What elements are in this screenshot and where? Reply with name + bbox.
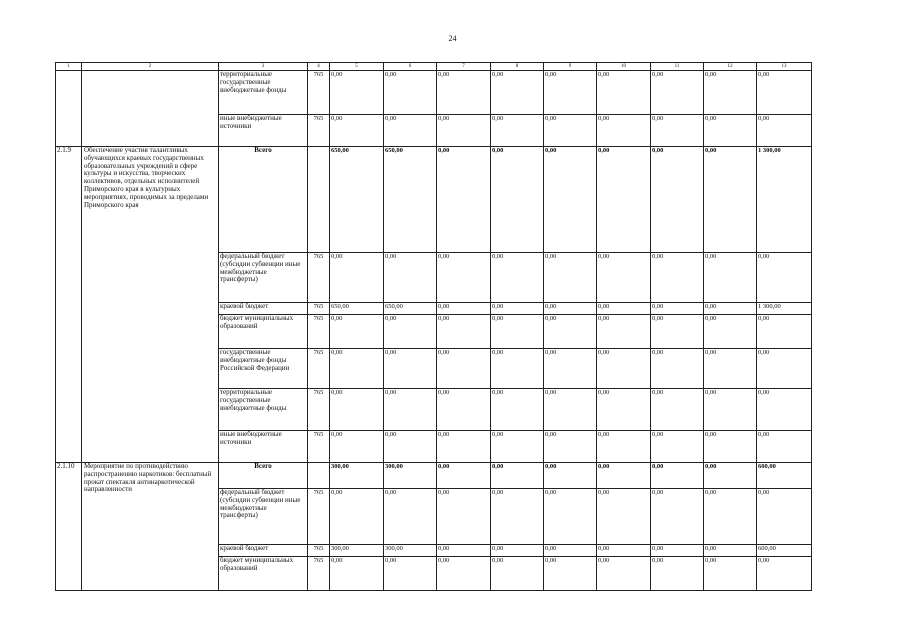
grbs-code: 765 [308,303,330,315]
empty-code-cell [56,71,82,147]
amount-cell: 0,00 [437,315,491,349]
funding-source: Всего [219,463,308,489]
amount-cell: 0,00 [544,115,597,147]
grbs-code: 765 [308,253,330,303]
grbs-code: 765 [308,115,330,147]
amount-cell: 0,00 [491,489,544,545]
amount-cell: 600,00 [757,545,812,557]
amount-cell: 0,00 [704,557,757,591]
amount-cell: 0,00 [704,349,757,389]
amount-cell: 0,00 [544,489,597,545]
budget-table [55,62,812,591]
amount-cell: 0,00 [651,431,704,463]
amount-cell: 0,00 [704,71,757,115]
amount-cell: 0,00 [544,147,597,253]
amount-cell: 0,00 [437,557,491,591]
amount-cell: 0,00 [544,545,597,557]
funding-source: федеральный бюджет (субсидии субвенции иные межбюджетные трансферты) [219,489,308,545]
funding-source: краевой бюджет [219,303,308,315]
funding-source: Всего [219,147,308,253]
amount-cell: 0,00 [491,71,544,115]
amount-cell: 0,00 [437,463,491,489]
amount-cell: 0,00 [757,389,812,431]
amount-cell: 0,00 [491,349,544,389]
column-number-row [56,63,812,71]
column-number: 10 [597,63,651,71]
amount-cell: 0,00 [384,557,437,591]
column-number: 7 [437,63,491,71]
funding-source: иные внебюджетные источники [219,431,308,463]
column-number: 2 [82,63,219,71]
amount-cell: 0,00 [651,71,704,115]
column-number: 6 [384,63,437,71]
column-number: 8 [491,63,544,71]
amount-cell: 650,00 [330,303,384,315]
amount-cell: 0,00 [330,557,384,591]
empty-name-cell [82,71,219,147]
amount-cell: 0,00 [491,389,544,431]
amount-cell: 0,00 [437,545,491,557]
grbs-code: 765 [308,545,330,557]
amount-cell: 650,00 [384,147,437,253]
amount-cell: 0,00 [597,349,651,389]
amount-cell: 0,00 [651,545,704,557]
amount-cell: 0,00 [491,315,544,349]
amount-cell: 0,00 [704,389,757,431]
amount-cell: 0,00 [757,431,812,463]
column-number: 3 [219,63,308,71]
amount-cell: 0,00 [384,431,437,463]
amount-cell: 0,00 [330,115,384,147]
amount-cell: 0,00 [704,315,757,349]
funding-source: краевой бюджет [219,545,308,557]
amount-cell: 0,00 [597,557,651,591]
grbs-code: 765 [308,431,330,463]
grbs-code [308,147,330,253]
amount-cell: 300,00 [330,463,384,489]
amount-cell: 0,00 [491,303,544,315]
amount-cell: 0,00 [757,315,812,349]
amount-cell: 0,00 [597,147,651,253]
amount-cell: 0,00 [651,115,704,147]
amount-cell: 0,00 [491,463,544,489]
amount-cell: 0,00 [597,253,651,303]
grbs-code [308,463,330,489]
amount-cell: 0,00 [651,463,704,489]
amount-cell: 0,00 [651,315,704,349]
amount-cell: 0,00 [757,557,812,591]
amount-cell: 0,00 [704,431,757,463]
amount-cell: 1 300,00 [757,147,812,253]
amount-cell: 0,00 [384,315,437,349]
amount-cell: 0,00 [651,349,704,389]
amount-cell: 0,00 [384,489,437,545]
amount-cell: 0,00 [704,545,757,557]
amount-cell: 1 300,00 [757,303,812,315]
funding-source: бюджет муниципальных образований [219,315,308,349]
amount-cell: 0,00 [384,115,437,147]
amount-cell: 0,00 [491,147,544,253]
amount-cell: 0,00 [704,115,757,147]
amount-cell: 0,00 [544,303,597,315]
amount-cell: 0,00 [384,389,437,431]
amount-cell: 0,00 [330,315,384,349]
table-row [56,71,812,115]
amount-cell: 0,00 [651,557,704,591]
amount-cell: 0,00 [651,489,704,545]
amount-cell: 0,00 [597,389,651,431]
grbs-code: 765 [308,315,330,349]
amount-cell: 0,00 [597,71,651,115]
amount-cell: 0,00 [437,147,491,253]
amount-cell: 0,00 [597,545,651,557]
amount-cell: 0,00 [651,147,704,253]
amount-cell: 0,00 [757,71,812,115]
amount-cell: 0,00 [544,389,597,431]
amount-cell: 0,00 [491,115,544,147]
amount-cell: 0,00 [437,431,491,463]
funding-source: иные внебюджетные источники [219,115,308,147]
amount-cell: 0,00 [330,349,384,389]
amount-cell: 0,00 [491,431,544,463]
table-row [56,147,812,253]
grbs-code: 765 [308,389,330,431]
funding-source: федеральный бюджет (субсидии субвенции иные межбюджетные трансферты) [219,253,308,303]
amount-cell: 0,00 [330,431,384,463]
amount-cell: 0,00 [704,463,757,489]
amount-cell: 0,00 [544,463,597,489]
amount-cell: 0,00 [384,349,437,389]
amount-cell: 0,00 [704,303,757,315]
amount-cell: 0,00 [544,557,597,591]
amount-cell: 0,00 [704,147,757,253]
amount-cell: 0,00 [651,253,704,303]
amount-cell: 0,00 [330,489,384,545]
column-number: 9 [544,63,597,71]
amount-cell: 0,00 [597,115,651,147]
amount-cell: 0,00 [704,253,757,303]
amount-cell: 0,00 [704,489,757,545]
grbs-code: 765 [308,489,330,545]
amount-cell: 0,00 [437,489,491,545]
measure-code: 2.1.10 [56,463,82,591]
funding-source: бюджет муниципальных образований [219,557,308,591]
amount-cell: 0,00 [544,315,597,349]
amount-cell: 0,00 [544,349,597,389]
amount-cell: 0,00 [544,431,597,463]
amount-cell: 0,00 [330,253,384,303]
measure-name: Мероприятие по противодействию распространению наркотиков: бесплатный прокат спектакля антинаркотической направленности [82,463,219,591]
amount-cell: 0,00 [757,253,812,303]
amount-cell: 300,00 [330,545,384,557]
amount-cell: 0,00 [491,253,544,303]
amount-cell: 0,00 [437,253,491,303]
column-number: 5 [330,63,384,71]
funding-source: территориальные государственные внебюджетные фонды [219,389,308,431]
measure-name: Обеспечение участия талантливых обучающихся краевых государственных образовательных учреждений в сфере культуры и искусства, творческих коллективов, отдельных исполнителей Приморского края в культурных мероприятиях, проводимых за пределами Приморского края [82,147,219,463]
amount-cell: 0,00 [597,303,651,315]
amount-cell: 0,00 [437,349,491,389]
amount-cell: 0,00 [757,349,812,389]
column-number: 11 [651,63,704,71]
column-number: 13 [757,63,812,71]
amount-cell: 650,00 [384,303,437,315]
table-row [56,463,812,489]
funding-source: государственные внебюджетные фонды Российской Федерации [219,349,308,389]
amount-cell: 0,00 [597,431,651,463]
amount-cell: 650,00 [330,147,384,253]
grbs-code: 765 [308,71,330,115]
column-number: 12 [704,63,757,71]
amount-cell: 0,00 [437,115,491,147]
amount-cell: 300,00 [384,463,437,489]
funding-source: территориальные государственные внебюджетные фонды [219,71,308,115]
amount-cell: 0,00 [491,557,544,591]
amount-cell: 0,00 [384,253,437,303]
amount-cell: 0,00 [330,389,384,431]
amount-cell: 0,00 [757,489,812,545]
amount-cell: 0,00 [651,389,704,431]
column-number: 1 [56,63,82,71]
amount-cell: 0,00 [491,545,544,557]
amount-cell: 0,00 [384,71,437,115]
amount-cell: 0,00 [544,253,597,303]
amount-cell: 0,00 [437,71,491,115]
amount-cell: 0,00 [757,115,812,147]
amount-cell: 0,00 [544,71,597,115]
amount-cell: 0,00 [437,389,491,431]
grbs-code: 765 [308,557,330,591]
amount-cell: 0,00 [437,303,491,315]
amount-cell: 0,00 [597,315,651,349]
page-number: 24 [448,34,457,43]
amount-cell: 300,00 [384,545,437,557]
amount-cell: 0,00 [330,71,384,115]
grbs-code: 765 [308,349,330,389]
column-number: 4 [308,63,330,71]
measure-code: 2.1.9 [56,147,82,463]
amount-cell: 600,00 [757,463,812,489]
amount-cell: 0,00 [651,303,704,315]
amount-cell: 0,00 [597,489,651,545]
amount-cell: 0,00 [597,463,651,489]
